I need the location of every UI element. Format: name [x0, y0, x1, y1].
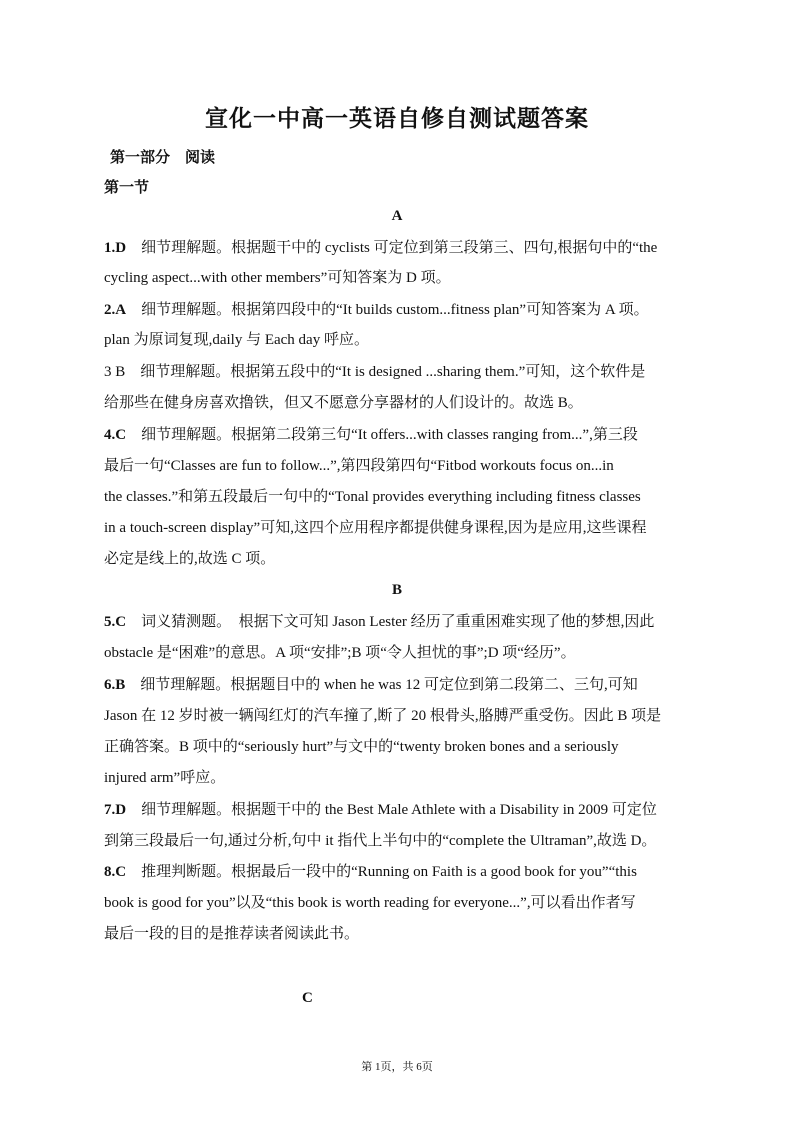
answer-5-line-1: 5.C 词义猜测题。 根据下文可知 Jason Lester 经历了重重困难实现了他的梦想,因此	[104, 614, 655, 630]
section-heading: 第一节	[104, 178, 150, 196]
answer-2-number: 2.A	[104, 302, 127, 318]
answer-1-line-1: 1.D 细节理解题。根据题干中的 cyclists 可定位到第三段第三、四句,根据句中的“the	[104, 240, 658, 256]
answer-4-line-2: 最后一句“Classes are fun to follow...”,第四段第四句“Fitbod workouts focus on...in	[104, 458, 614, 474]
answer-4-line-4: in a touch-screen display”可知,这四个应用程序都提供健身课程,因为是应用,这些课程	[104, 520, 647, 536]
answer-7-number: 7.D	[104, 802, 127, 818]
page-footer: 第 1页，共 6页	[361, 1061, 433, 1073]
answer-6-line-1: 6.B 细节理解题。根据题目中的 when he was 12 可定位到第二段第二、三句,可知	[104, 677, 638, 693]
answer-6-line-2: Jason 在 12 岁时被一辆闯红灯的汽车撞了,断了 20 根骨头,胳膊严重受伤。因此 B 项是	[104, 708, 662, 724]
answer-5-line-2: obstacle 是“困难”的意思。A 项“安排”;B 项“令人担忧的事”;D 项“经历”。	[104, 645, 576, 661]
answer-4-line-5: 必定是线上的,故选 C 项。	[104, 551, 276, 567]
answer-4-number: 4.C	[104, 427, 127, 443]
answer-6-number: 6.B	[104, 677, 126, 693]
answer-3-line-1: 3 B 细节理解题。根据第五段中的“It is designed ...sharing them.”可知，这个软件是	[104, 364, 646, 380]
answer-8-line-2: book is good for you”以及“this book is worth reading for everyone...”,可以看出作者写	[104, 895, 636, 911]
answer-2-line-2: plan 为原词复现,daily 与 Each day 呼应。	[104, 332, 369, 348]
subsection-b: B	[391, 582, 402, 598]
answer-1-line-2: cycling aspect...with other members”可知答案为 D 项。	[104, 270, 451, 286]
answer-8-number: 8.C	[104, 864, 127, 880]
answer-7-line-1: 7.D 细节理解题。根据题干中的 the Best Male Athlete with a Disability in 2009 可定位	[104, 802, 657, 818]
answer-8-line-1: 8.C 推理判断题。根据最后一段中的“Running on Faith is a good book for you”“this	[104, 864, 637, 880]
answer-1-number: 1.D	[104, 240, 127, 256]
page-title: 宣化一中高一英语自修自测试题答案	[205, 106, 589, 132]
answer-5-number: 5.C	[104, 614, 127, 630]
answer-6-line-3: 正确答案。B 项中的“seriously hurt”与文中的“twenty broken bones and a seriously	[104, 739, 619, 755]
answer-3-line-2: 给那些在健身房喜欢撸铁，但又不愿意分享器材的人们设计的。故选 B。	[104, 395, 583, 411]
answer-3-number: 3 B	[104, 364, 126, 380]
answer-2-line-1: 2.A 细节理解题。根据第四段中的“It builds custom...fitness plan”可知答案为 A 项。	[104, 302, 649, 318]
answer-4-line-1: 4.C 细节理解题。根据第二段第三句“It offers...with classes ranging from...”,第三段	[104, 427, 638, 443]
answer-6-line-4: injured arm”呼应。	[104, 770, 226, 786]
part-heading: 第一部分 阅读	[110, 148, 216, 166]
subsection-c: C	[302, 990, 313, 1006]
answer-7-line-2: 到第三段最后一句,通过分析,句中 it 指代上半句中的“complete the Ultraman”,故选 D。	[104, 833, 657, 849]
subsection-a: A	[391, 208, 403, 224]
answer-4-line-3: the classes.”和第五段最后一句中的“Tonal provides everything including fitness classes	[104, 489, 641, 505]
answer-8-line-3: 最后一段的目的是推荐读者阅读此书。	[104, 926, 360, 942]
